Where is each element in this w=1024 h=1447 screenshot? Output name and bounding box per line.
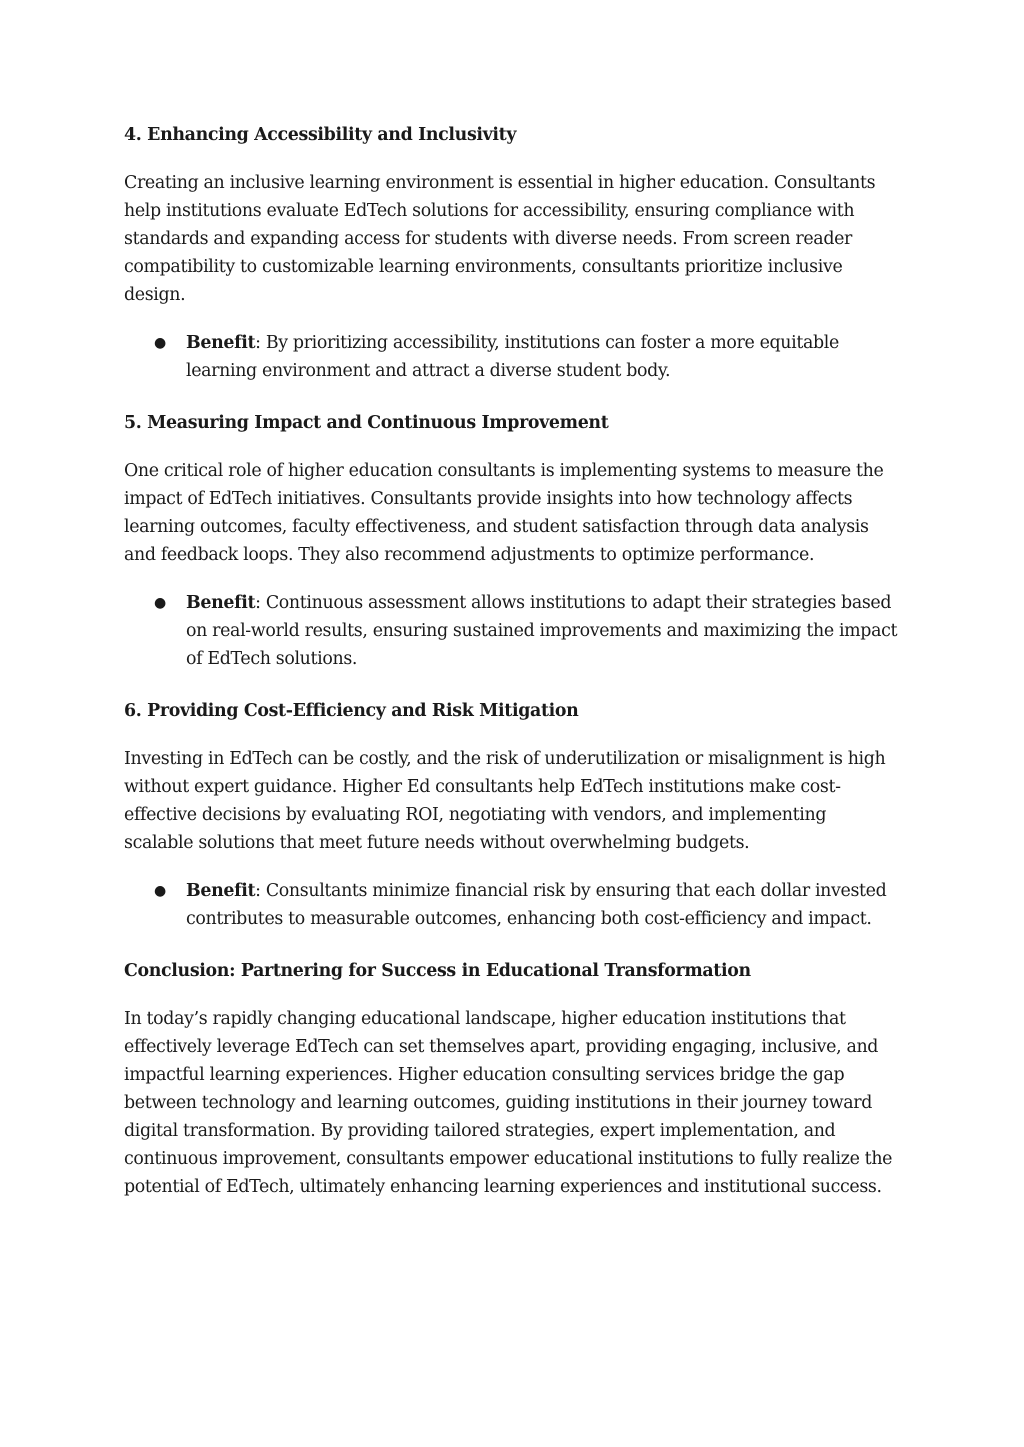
section-conclusion (124, 957, 900, 1201)
section-paragraph: One critical role of higher education consultants is implementing systems to measure the impact of EdTech initiatives. Consultants provide insights into how technology affects learning outcomes, faculty effectiveness, and student satisfaction through data analysis and feedback loops. They also recommend adjustments to optimize performance. (124, 461, 884, 565)
document-page (124, 121, 900, 1221)
section-measuring-impact (124, 409, 900, 673)
benefit-text: : Consultants minimize financial risk by ensuring that each dollar invested contributes to measurable outcomes, enhancing both cost-efficiency and impact. (186, 881, 887, 929)
benefit-bullet (124, 329, 900, 385)
bullet-dot-icon: ● (154, 335, 166, 351)
bullet-dot-icon: ● (154, 595, 166, 611)
conclusion-heading: Conclusion: Partnering for Success in Educational Transformation (124, 961, 751, 981)
section-cost-efficiency (124, 697, 900, 933)
benefit-text: : Continuous assessment allows institutions to adapt their strategies based on real-world results, ensuring sustained improvements and maximizing the impact of EdTech solutions. (186, 593, 898, 669)
section-heading: 5. Measuring Impact and Continuous Improvement (124, 413, 609, 433)
benefit-label: Benefit (186, 333, 256, 353)
section-paragraph: Investing in EdTech can be costly, and the risk of underutilization or misalignment is high without expert guidance. Higher Ed consultants help EdTech institutions make cost-effective decisions by evaluating ROI, negotiating with vendors, and implementing scalable solutions that meet future needs without overwhelming budgets. (124, 749, 886, 853)
benefit-text: : By prioritizing accessibility, institutions can foster a more equitable learning environment and attract a diverse student body. (186, 333, 839, 381)
benefit-bullet (124, 589, 900, 673)
benefit-bullet (124, 877, 900, 933)
benefit-label: Benefit (186, 593, 256, 613)
benefit-label: Benefit (186, 881, 256, 901)
conclusion-paragraph: In today’s rapidly changing educational landscape, higher education institutions that effectively leverage EdTech can set themselves apart, providing engaging, inclusive, and impactful learning experiences. Higher education consulting services bridge the gap between technology and learning outcomes, guiding institutions in their journey toward digital transformation. By providing tailored strategies, expert implementation, and continuous improvement, consultants empower educational institutions to fully realize the potential of EdTech, ultimately enhancing learning experiences and institutional success. (124, 1009, 893, 1197)
section-heading: 6. Providing Cost-Efficiency and Risk Mitigation (124, 701, 579, 721)
section-paragraph: Creating an inclusive learning environment is essential in higher education. Consultants help institutions evaluate EdTech solutions for accessibility, ensuring compliance with standards and expanding access for students with diverse needs. From screen reader compatibility to customizable learning environments, consultants prioritize inclusive design. (124, 173, 876, 305)
section-heading: 4. Enhancing Accessibility and Inclusivity (124, 125, 517, 145)
bullet-dot-icon: ● (154, 883, 166, 899)
section-accessibility (124, 121, 900, 385)
